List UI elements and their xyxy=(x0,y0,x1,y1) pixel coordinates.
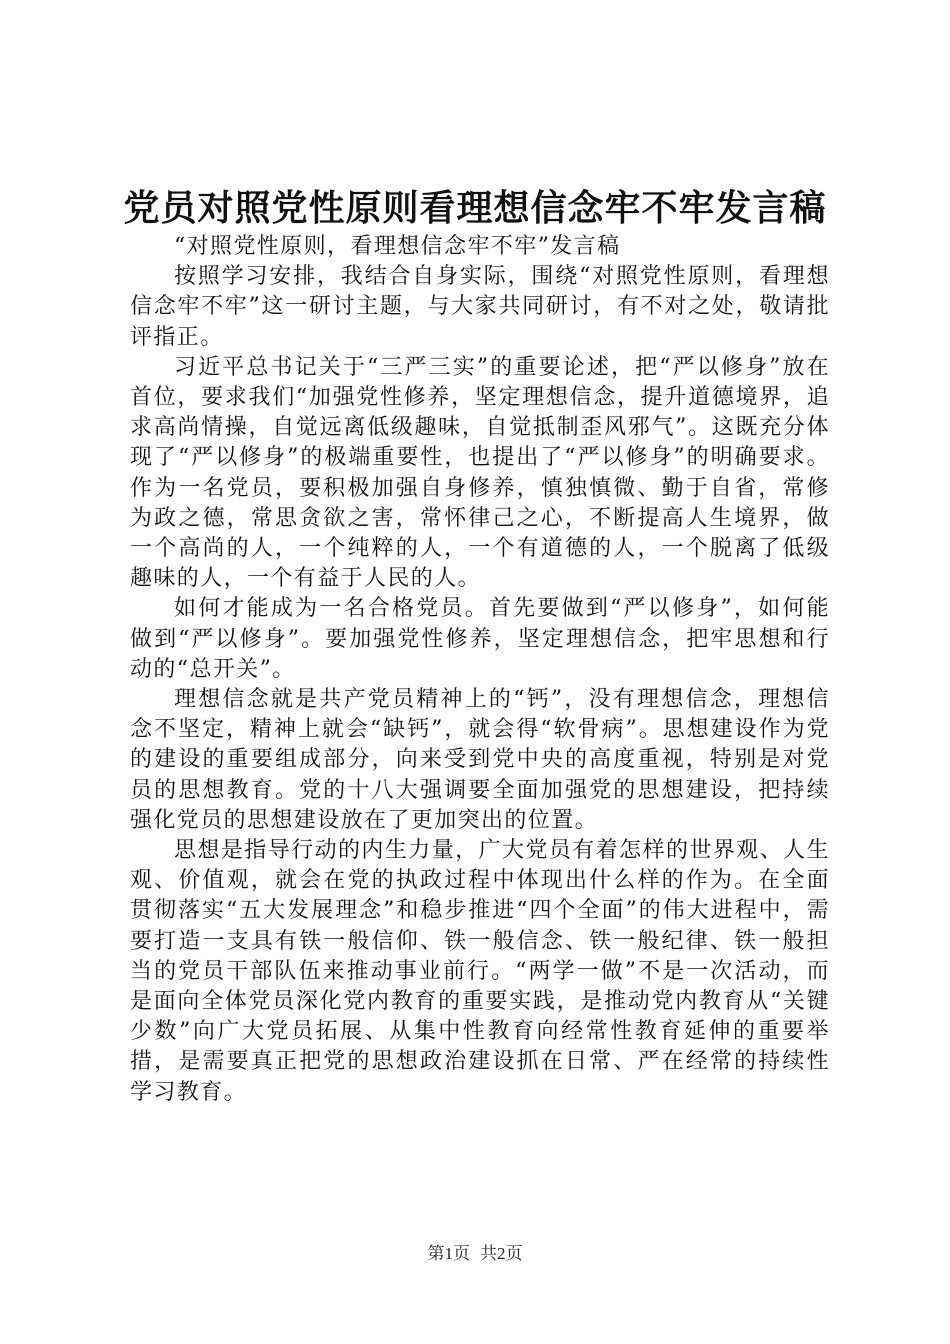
document-body xyxy=(130,232,830,1108)
paragraph-three-stricts: 习近平总书记关于“三严三实”的重要论述，把“严以修身”放在首位，要求我们“加强党性修养，坚定理想信念，提升道德境界，追求高尚情操，自觉远离低级趣味，自觉抵制歪风邪气”。这既充分体现了“严以修身”的极端重要性，也提出了“严以修身”的明确要求。作为一名党员，要积极加强自身修养，慎独慎微、勤于自省，常修为政之德，常思贪欲之害，常怀律己之心，不断提高人生境界，做一个高尚的人，一个纯粹的人，一个有道德的人，一个脱离了低级趣味的人，一个有益于人民的人。 xyxy=(130,354,830,592)
page-footer xyxy=(0,1242,950,1266)
paragraph-thought-action: 思想是指导行动的内生力量，广大党员有着怎样的世界观、人生观、价值观，就会在党的执政过程中体现出什么样的作为。在全面贯彻落实“五大发展理念”和稳步推进“四个全面”的伟大进程中，需要打造一支具有铁一般信仰、铁一般信念、铁一般纪律、铁一般担当的党员干部队伍来推动事业前行。“两学一做”不是一次活动，而是面向全体党员深化党内教育的重要实践，是推动党内教育从“关键少数”向广大党员拓展、从集中性教育向经常性教育延伸的重要举措，是需要真正把党的思想政治建设抓在日常、严在经常的持续性学习教育。 xyxy=(130,838,830,1105)
paragraph-subtitle: “对照党性原则，看理想信念牢不牢”发言稿 xyxy=(174,234,621,259)
paragraph-qualified-member: 如何才能成为一名合格党员。首先要做到“严以修身”，如何能做到“严以修身”。要加强党性修养，坚定理想信念，把牢思想和行动的“总开关”。 xyxy=(130,596,830,682)
page-number-current: 第1页 xyxy=(427,1244,470,1263)
paragraph-ideals-calcium: 理想信念就是共产党员精神上的“钙”，没有理想信念，理想信念不坚定，精神上就会“缺钙”，就会得“软骨病”。思想建设作为党的建设的重要组成部分，向来受到党中央的高度重视，特别是对党员的思想教育。党的十八大强调要全面加强党的思想建设，把持续强化党员的思想建设放在了更加突出的位置。 xyxy=(130,687,830,833)
page-number-total: 共2页 xyxy=(480,1244,523,1263)
paragraph-intro: 按照学习安排，我结合自身实际，围绕“对照党性原则，看理想信念牢不牢”这一研讨主题，与大家共同研讨，有不对之处，敬请批评指正。 xyxy=(130,264,830,350)
document-title: 党员对照党性原则看理想信念牢不牢发言稿 xyxy=(123,187,827,229)
